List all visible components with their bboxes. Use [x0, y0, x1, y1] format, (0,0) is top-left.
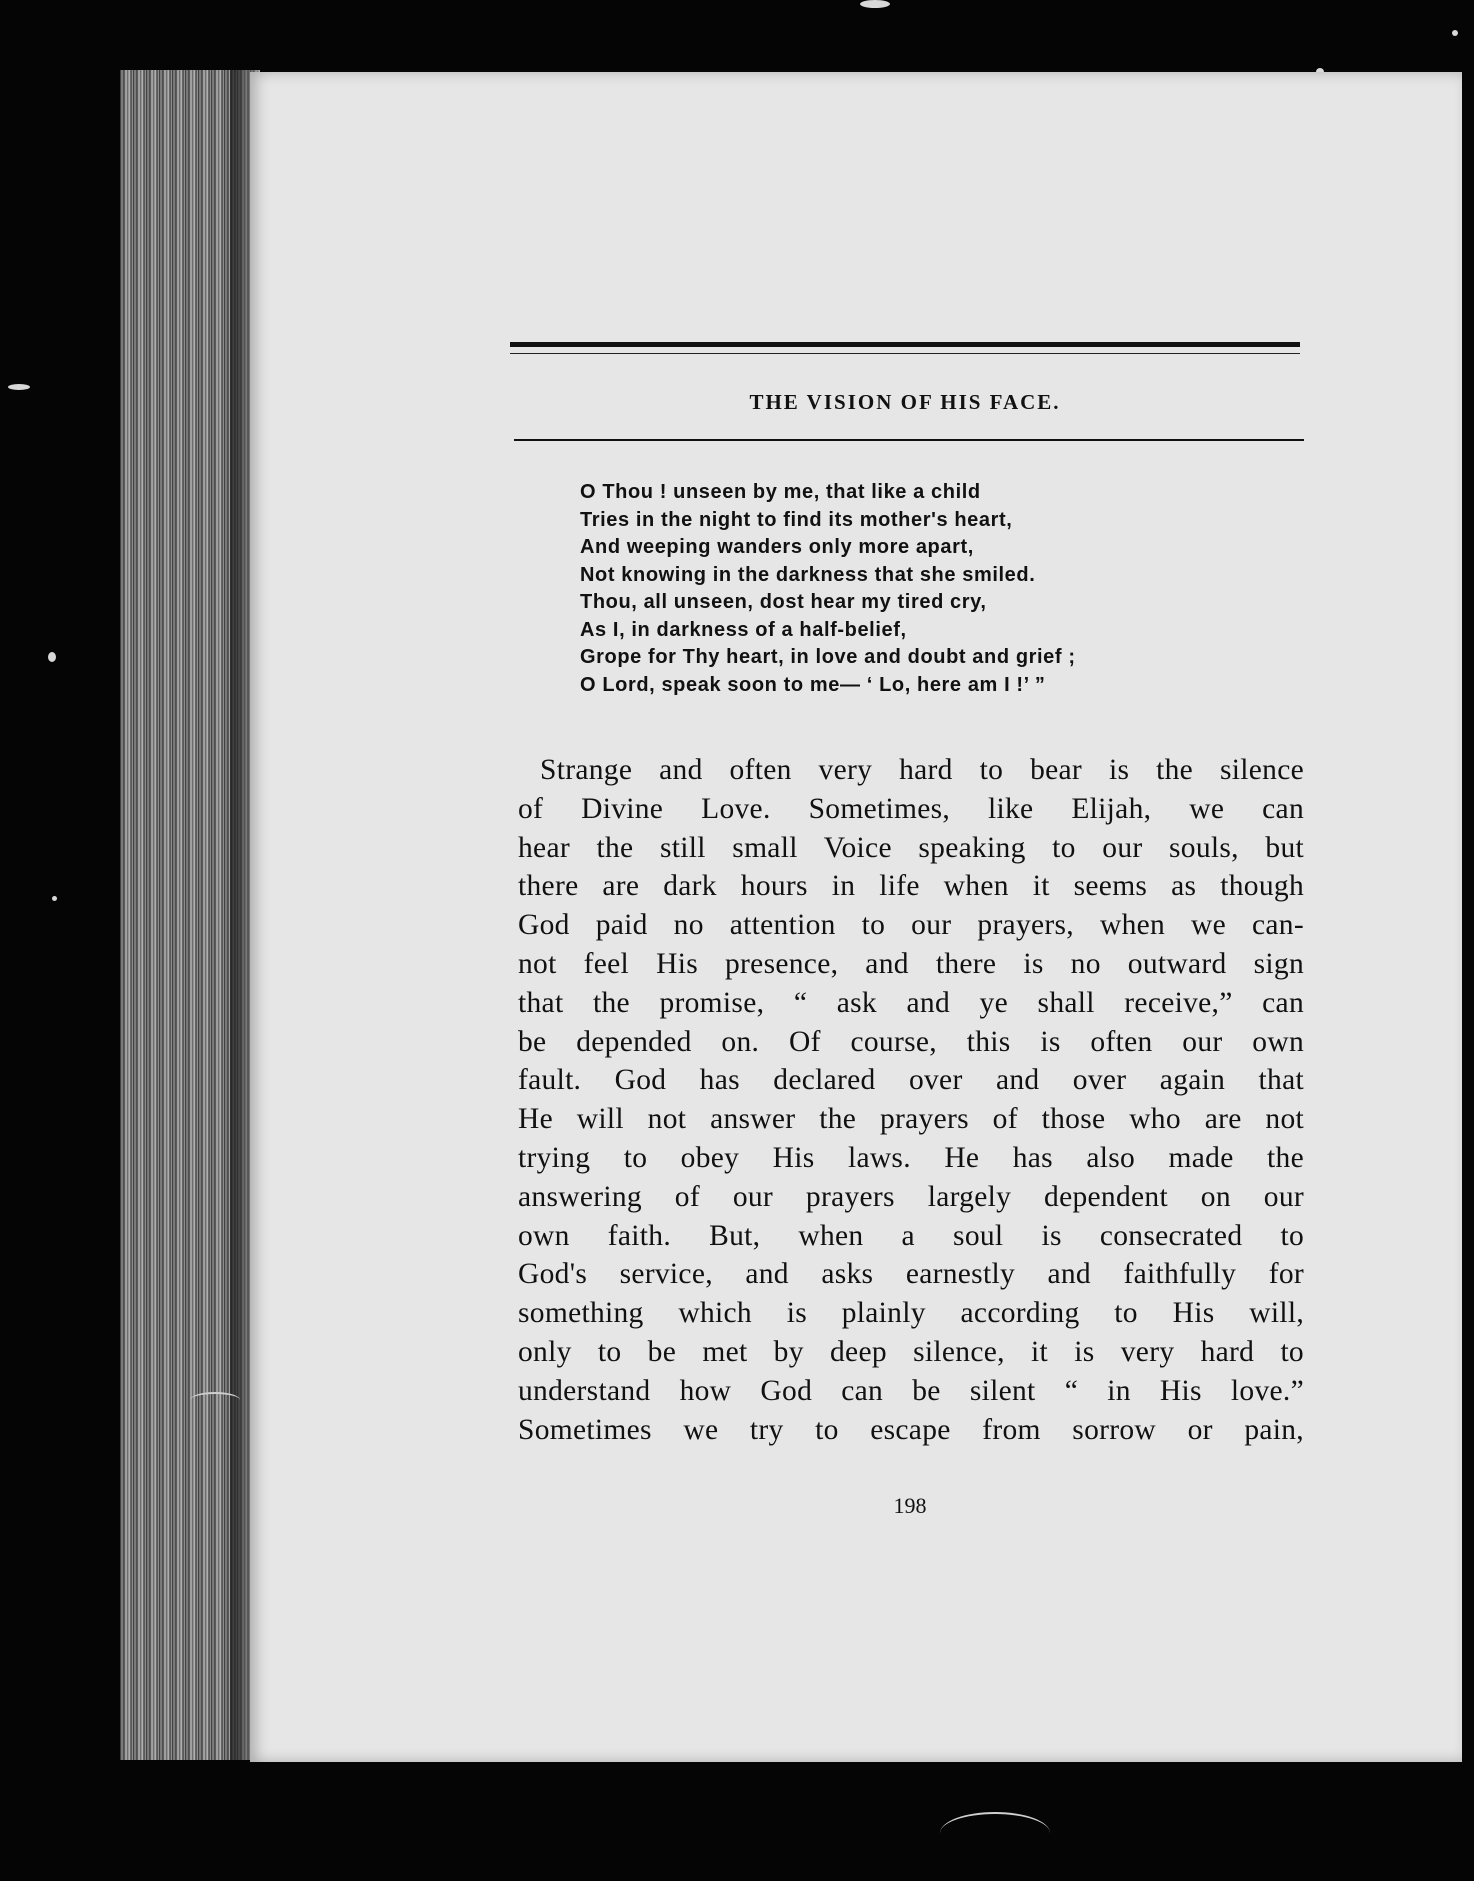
poem-line: Tries in the night to find its mother's heart,: [580, 508, 1013, 531]
page-content: [510, 342, 1310, 1519]
prose-line: of Divine Love. Sometimes, like Elijah, we can: [518, 792, 1304, 825]
prose-line: God paid no attention to our prayers, when we can-: [518, 909, 1304, 942]
prose-line: answering of our prayers largely dependent on our: [518, 1180, 1304, 1213]
poem-line: Not knowing in the darkness that she smiled.: [580, 563, 1036, 586]
book-page-edges: [120, 70, 260, 1760]
scan-speck: [860, 0, 890, 8]
prose-paragraph: [518, 751, 1304, 1449]
prose-line: there are dark hours in life when it seems as though: [518, 870, 1304, 903]
prose-line: something which is plainly according to His will,: [518, 1297, 1304, 1330]
prose-line: God's service, and asks earnestly and faithfully for: [518, 1258, 1304, 1291]
scan-scratch: [940, 1812, 1050, 1854]
scan-speck: [8, 384, 30, 390]
prose-line: be depended on. Of course, this is often our own: [518, 1025, 1304, 1058]
poem-line: O Lord, speak soon to me— ‘ Lo, here am I !’ ”: [580, 673, 1046, 696]
prose-line: trying to obey His laws. He has also made the: [518, 1141, 1304, 1174]
header-rule-thick: [510, 342, 1300, 347]
prose-line: fault. God has declared over and over again that: [518, 1064, 1304, 1097]
prose-line: hear the still small Voice speaking to our souls, but: [518, 831, 1304, 864]
prose-line: He will not answer the prayers of those who are not: [518, 1103, 1304, 1136]
running-head: THE VISION OF HIS FACE.: [749, 390, 1061, 414]
header-underline-rule: [514, 439, 1304, 441]
poem-line: Thou, all unseen, dost hear my tired cry,: [580, 591, 987, 613]
prose-line: understand how God can be silent “ in His love.”: [518, 1374, 1304, 1407]
prose-line: Sometimes we try to escape from sorrow or pain,: [518, 1413, 1304, 1446]
prose-line: that the promise, “ ask and ye shall receive,” can: [518, 986, 1304, 1019]
scan-speck: [1452, 30, 1458, 36]
poem-line: And weeping wanders only more apart,: [580, 536, 974, 558]
page-number: 198: [893, 1493, 927, 1519]
scan-speck: [52, 896, 57, 901]
scan-speck: [48, 652, 56, 662]
scan-scratch: [190, 1392, 240, 1408]
prose-line: Strange and often very hard to bear is the silence: [540, 754, 1304, 786]
book-page: [250, 72, 1462, 1762]
prose-line: only to be met by deep silence, it is very hard to: [518, 1335, 1304, 1368]
poem-line: O Thou ! unseen by me, that like a child: [580, 481, 981, 503]
prose-line: own faith. But, when a soul is consecrated to: [518, 1219, 1304, 1252]
header-rule-thin: [510, 353, 1300, 354]
prose-line: not feel His presence, and there is no outward sign: [518, 947, 1304, 980]
poem-stanza: [580, 479, 1310, 699]
poem-line: As I, in darkness of a half-belief,: [580, 618, 907, 641]
poem-line: Grope for Thy heart, in love and doubt and grief ;: [580, 646, 1076, 668]
